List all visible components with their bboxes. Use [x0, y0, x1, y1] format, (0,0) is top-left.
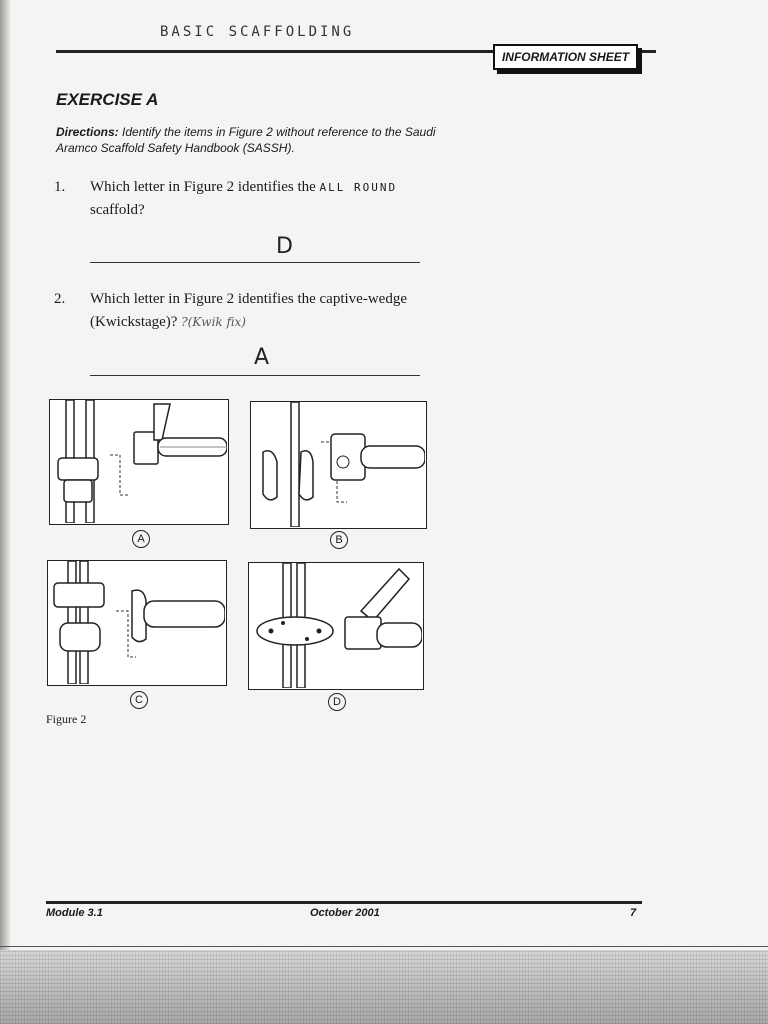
footer-rule	[46, 901, 642, 904]
scan-artifact-strip	[0, 950, 768, 1024]
figure-label-d: D	[328, 693, 346, 711]
information-sheet-badge: INFORMATION SHEET	[493, 44, 638, 70]
answer-2: A	[254, 345, 270, 370]
question-number: 1.	[54, 179, 66, 195]
coupler-illustration	[251, 402, 425, 527]
answer-line-2	[90, 375, 420, 376]
figure-label-a: A	[132, 530, 150, 548]
question-text	[90, 176, 450, 222]
answer-1: D	[276, 234, 293, 259]
cup-lock-illustration	[48, 561, 225, 684]
directions-text: Identify the items in Figure 2 without reference to the Saudi Aramco Scaffold Safety Handbook (SASSH).	[56, 125, 436, 155]
figure-label-c: C	[130, 691, 148, 709]
question-text	[90, 288, 450, 334]
page-edge	[0, 0, 10, 1024]
question-text-a: Which letter in Figure 2 identifies the	[90, 179, 316, 195]
handwritten-title: BASIC SCAFFOLDING	[160, 24, 355, 40]
figure-caption: Figure 2	[46, 712, 87, 726]
figure-panel-c	[47, 560, 227, 686]
handwritten-note: ?(Kwik fix)	[181, 315, 246, 329]
footer-date: October 2001	[310, 907, 380, 919]
all-round-illustration	[249, 563, 422, 688]
captive-wedge-illustration	[50, 400, 227, 523]
figure-panel-b	[250, 401, 427, 529]
figure-panel-a	[49, 399, 229, 525]
footer-page-number: 7	[630, 907, 637, 919]
directions	[56, 124, 456, 156]
answer-line-1	[90, 262, 420, 263]
figure-label-b: B	[330, 531, 348, 549]
directions-label: Directions:	[56, 125, 119, 139]
exercise-title: EXERCISE A	[56, 90, 159, 109]
figure-panel-d	[248, 562, 424, 690]
handwritten-insert: ALL ROUND	[319, 181, 398, 194]
footer-module: Module 3.1	[46, 907, 103, 919]
question-text-a: Which letter in Figure 2 identifies the captive-wedge (Kwickstage)?	[90, 291, 407, 330]
question-text-b: scaffold?	[90, 202, 145, 218]
question-number: 2.	[54, 291, 66, 307]
scan-artifact-line	[0, 946, 768, 947]
